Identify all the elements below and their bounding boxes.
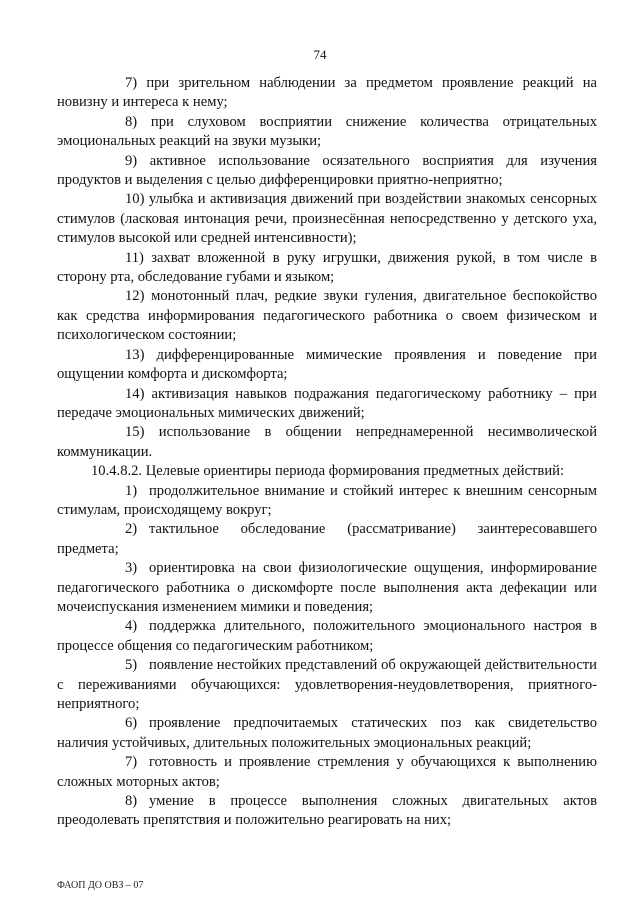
- document-footer: ФАОП ДО ОВЗ – 07: [57, 880, 144, 891]
- item-number: 6): [125, 715, 138, 732]
- page-content: [57, 74, 597, 831]
- list-item: [57, 287, 597, 345]
- item-number: 12): [125, 288, 145, 305]
- list-item: [57, 152, 597, 191]
- list-item: [57, 656, 597, 714]
- item-text: дифференцированные мимические проявления и поведение при ощущении комфорта и дискомфорта;: [57, 346, 597, 383]
- item-text: умение в процессе выполнения сложных двигательных актов преодолевать препятствия и положительно реагировать на них;: [57, 793, 597, 829]
- list-item: [57, 617, 597, 656]
- item-number: 7): [125, 75, 138, 91]
- item-text: появление нестойких представлений об окружающей действительности с переживаниями обучающихся: удовлетворения-неудовлетворения, приятного-неприятного;: [57, 657, 597, 712]
- item-number: 2): [125, 521, 138, 538]
- list-item: [57, 423, 597, 462]
- list-item: [57, 249, 597, 288]
- page-number: 74: [313, 47, 327, 62]
- list-item: [57, 792, 597, 831]
- item-number: 11): [125, 249, 144, 266]
- item-number: 10): [125, 191, 145, 208]
- list-item: [57, 482, 597, 521]
- item-text: поддержка длительного, положительного эмоционального настроя в процессе общения со педагогическим работником;: [57, 618, 597, 654]
- list-item: [57, 714, 597, 753]
- item-text: захват вложенной в руку игрушки, движения рукой, в том числе в сторону рта, обследование губами и языком;: [57, 249, 597, 286]
- item-text: улыбка и активизация движений при воздействии знакомых сенсорных стимулов (ласковая интонация речи, произнесённая непосредственно у детского уха, стимулов высокой или средней интенсивности);: [57, 191, 597, 247]
- item-text: при слуховом восприятии снижение количества отрицательных эмоциональных реакций на звуки музыки;: [57, 113, 597, 150]
- item-text: тактильное обследование (рассматривание) заинтересовавшего предмета;: [57, 521, 597, 557]
- item-text: продолжительное внимание и стойкий интерес к внешним сенсорным стимулам, происходящему вокруг;: [57, 482, 597, 518]
- item-text: активное использование осязательного восприятия для изучения продуктов и выделения с целью дифференцировки приятно-неприятно;: [57, 152, 597, 189]
- item-number: 5): [125, 657, 138, 674]
- item-number: 4): [125, 618, 138, 635]
- list-item: [57, 385, 597, 424]
- list-item: [57, 753, 597, 792]
- list-item: [57, 346, 597, 385]
- item-number: 15): [125, 424, 145, 441]
- item-number: 8): [125, 113, 138, 130]
- list-item: [57, 559, 597, 617]
- item-text: готовность и проявление стремления у обучающихся к выполнению сложных моторных актов;: [57, 754, 597, 790]
- section-heading: 10.4.8.2. Целевые ориентиры периода формирования предметных действий:: [91, 463, 564, 480]
- item-number: 9): [125, 152, 138, 169]
- item-number: 1): [125, 482, 138, 499]
- item-number: 14): [125, 385, 145, 402]
- item-text: при зрительном наблюдении за предметом проявление реакций на новизну и интереса к нему;: [57, 75, 597, 111]
- item-text: активизация навыков подражания педагогическому работнику – при передаче эмоциональных мимических движений;: [57, 385, 597, 421]
- list-item: [57, 190, 597, 248]
- item-text: монотонный плач, редкие звуки гуления, двигательное беспокойство как средства информирования педагогического работника о своем физическом и психологическом состоянии;: [57, 288, 597, 344]
- item-text: использование в общении непреднамеренной несимволической коммуникации.: [57, 424, 598, 460]
- item-text: проявление предпочитаемых статических поз как свидетельство наличия устойчивых, длительных положительных эмоциональных реакций;: [57, 715, 597, 751]
- item-number: 13): [125, 346, 145, 363]
- item-number: 7): [125, 754, 138, 771]
- item-text: ориентировка на свои физиологические ощущения, информирование педагогического работника о дискомфорте после выполнения акта дефекации или мочеиспускания изменением мимики и поведения;: [57, 560, 597, 615]
- list-item: [57, 113, 597, 152]
- item-number: 3): [125, 560, 138, 577]
- list-item: [57, 520, 597, 559]
- item-number: 8): [125, 793, 138, 810]
- list-item: [57, 74, 597, 113]
